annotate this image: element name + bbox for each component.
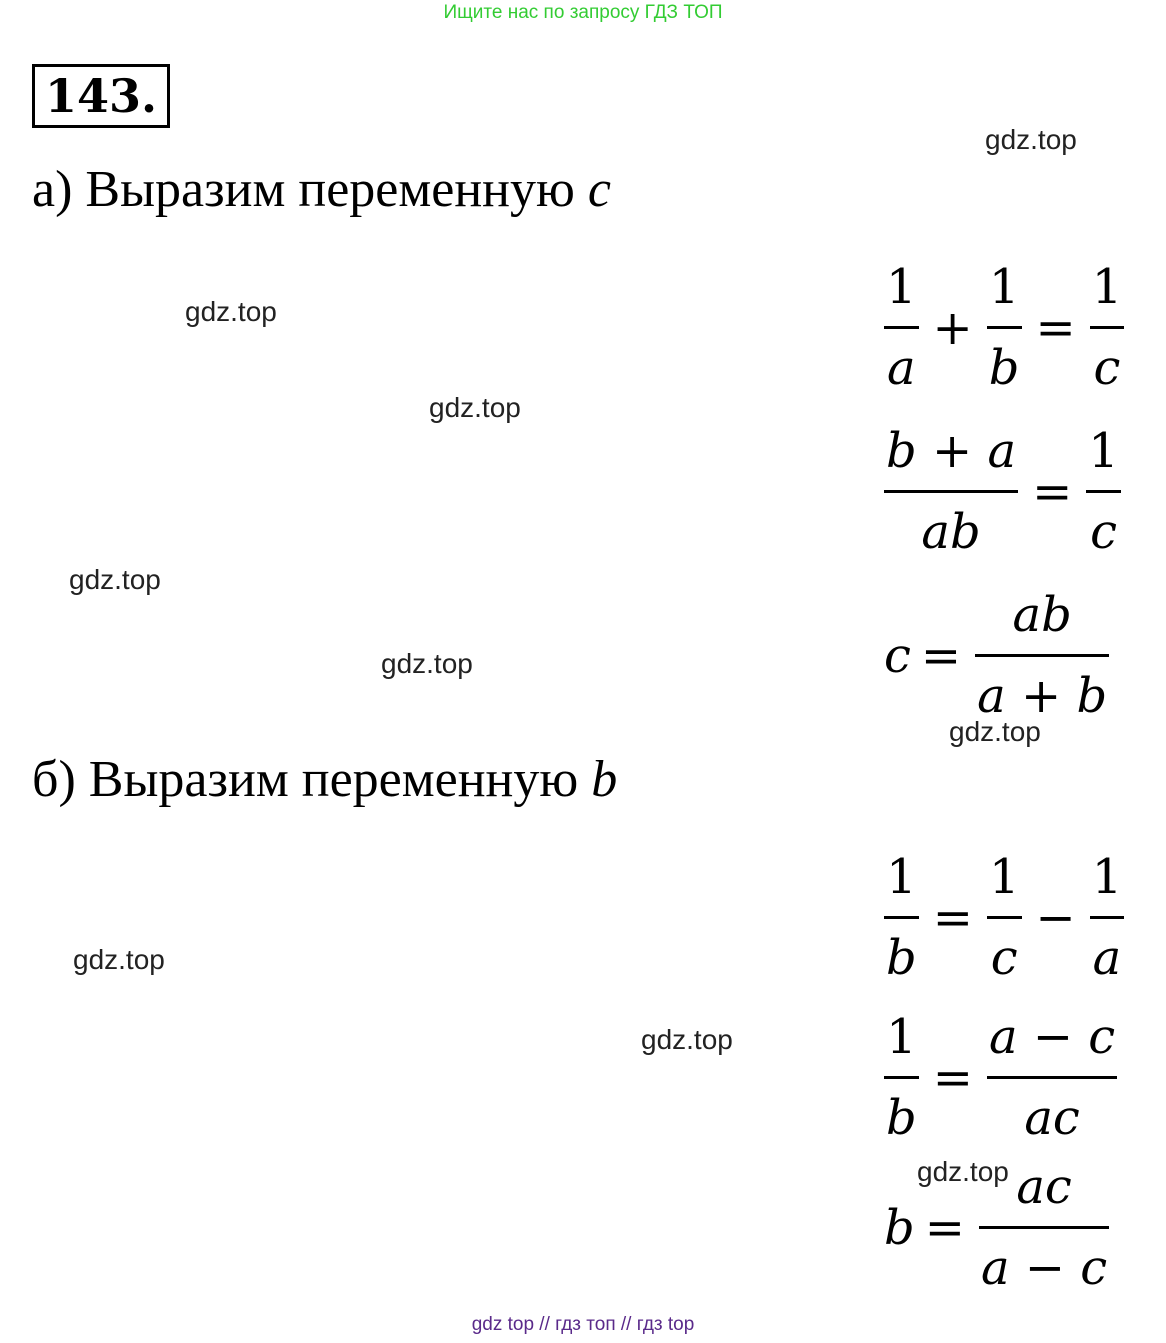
fraction: $\frac{ab}{a + b}$ [977, 587, 1108, 724]
watermark: gdz.top [641, 1024, 733, 1055]
watermark: gdz.top [917, 1156, 1009, 1187]
part-a-prefix: а) Выразим переменную [32, 161, 588, 218]
fraction: $\frac{1}{c}$ [988, 849, 1020, 986]
fraction: $\frac{1}{b}$ [988, 259, 1020, 396]
equation-a1: $\frac{1}{a}$ + $\frac{1}{b}$ = $\frac{1}{c}$ [880, 248, 1128, 407]
fraction: $\frac{1}{c}$ [1091, 259, 1123, 396]
equation-a2: $\frac{b + a}{ab}$ = $\frac{1}{c}$ [880, 412, 1125, 571]
watermark: gdz.top [69, 564, 161, 595]
watermark: gdz.top [381, 648, 473, 679]
fraction: $\frac{1}{c}$ [1088, 423, 1119, 560]
fraction: $\frac{1}{a}$ [1091, 849, 1123, 986]
fraction: $\frac{b + a}{ab}$ [886, 423, 1017, 560]
equation-b1: $\frac{1}{b}$ = $\frac{1}{c}$ − $\frac{1}{a}$ [880, 838, 1128, 997]
part-b-prefix: б) Выразим переменную [32, 751, 592, 808]
watermark: gdz.top [985, 124, 1077, 155]
fraction: $\frac{ac}{a - c}$ [980, 1159, 1108, 1296]
watermark: gdz.top [429, 392, 521, 423]
footer-links[interactable]: gdz top // гдз топ // гдз top [471, 1314, 695, 1335]
equation-a3: c = $\frac{ab}{a + b}$ [884, 576, 1113, 735]
equation-b2: $\frac{1}{b}$ = $\frac{a - c}{ac}$ [880, 998, 1121, 1157]
watermark: gdz.top [185, 296, 277, 327]
watermark: gdz.top [949, 716, 1041, 747]
fraction: $\frac{1}{b}$ [886, 849, 917, 986]
part-a-variable: c [587, 161, 611, 218]
problem-number: 143. [32, 64, 170, 128]
fraction: $\frac{a - c}{ac}$ [988, 1009, 1116, 1146]
part-b-variable: b [591, 751, 618, 808]
fraction: $\frac{1}{b}$ [886, 1009, 917, 1146]
fraction: $\frac{1}{a}$ [886, 259, 917, 396]
watermark: gdz.top [73, 944, 165, 975]
part-a-heading [32, 160, 611, 219]
top-banner: Ищите нас по запросу ГДЗ ТОП [443, 2, 723, 23]
equation-b3: b = $\frac{ac}{a - c}$ [884, 1148, 1113, 1307]
part-b-heading [32, 750, 617, 809]
